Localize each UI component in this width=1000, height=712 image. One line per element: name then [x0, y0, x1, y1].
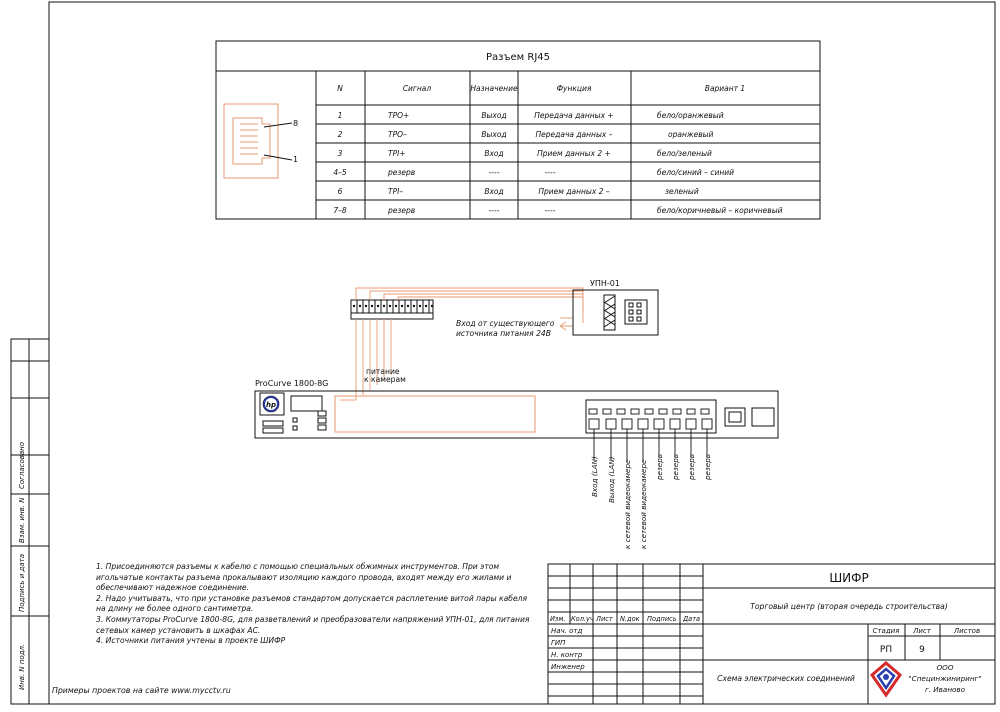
table-cell: бело/оранжевый: [657, 111, 724, 120]
hp-logo-text: hp: [266, 401, 276, 409]
table-header-purpose: Назначение: [470, 84, 518, 93]
tb-sheet: 9: [919, 645, 925, 655]
table-cell: Прием данных 2 –: [538, 187, 610, 196]
psu-input-label: источника питания 24В: [456, 329, 551, 338]
tb-col: Кол.уч: [571, 615, 594, 623]
tb-sheets-label: Листов: [953, 627, 981, 635]
table-cell: ----: [488, 206, 500, 215]
stamp-inv-orig: Инв. N подл.: [18, 643, 26, 690]
notes-block: [96, 562, 536, 647]
tb-sheet-title: Схема электрических соединений: [717, 674, 855, 683]
psu-input-label: Вход от существующего: [456, 319, 555, 328]
tb-role: Н. контр: [551, 651, 583, 659]
table-cell: Выход: [481, 111, 507, 120]
switch-ports: [589, 409, 712, 460]
table-header-variant: Вариант 1: [704, 84, 746, 93]
tb-col: N.док: [620, 615, 640, 623]
port-label: резерв: [671, 453, 680, 480]
tb-project: Торговый центр (вторая очередь строительства): [750, 602, 948, 611]
table-cell: 1: [337, 111, 343, 120]
tb-col: Подпись: [647, 615, 677, 623]
terminal-block: [351, 300, 433, 319]
tb-sheet-label: Лист: [913, 627, 931, 635]
port-label: к сетевой видеокамере: [623, 459, 632, 549]
port-label: Выход (LAN): [607, 456, 616, 503]
pin-1-label: 1: [293, 155, 299, 164]
table-cell: ----: [544, 168, 556, 177]
port-label: Вход (LAN): [590, 456, 599, 497]
port-label: резерв: [687, 453, 696, 480]
table-cell: бело/зеленый: [657, 149, 712, 158]
tb-code: ШИФР: [829, 571, 869, 585]
table-cell: 2: [337, 130, 343, 139]
tb-col: Лист: [596, 615, 613, 623]
footer-link[interactable]: Примеры проектов на сайте www.mycctv.ru: [52, 686, 231, 695]
rj45-title: Разъем RJ45: [485, 52, 551, 63]
table-cell: TPO–: [388, 130, 407, 139]
switch-label: ProCurve 1800-8G: [255, 379, 329, 388]
table-cell: Передача данных –: [535, 130, 613, 139]
tb-stage-label: Стадия: [872, 627, 900, 635]
note-item: 2. Надо учитывать, что при установке разъемов стандартом допускается расплетение витой пары кабеля на длину не более одного сантиметра.: [96, 593, 528, 614]
psu-label: УПН-01: [590, 279, 620, 288]
table-cell: 3: [337, 149, 343, 158]
tb-role: Нач. отд: [551, 627, 583, 635]
table-cell: резерв: [388, 206, 416, 215]
table-cell: Прием данных 2 +: [537, 149, 611, 158]
pin-8-label: 8: [293, 119, 299, 128]
port-label: резерв: [703, 453, 712, 480]
power-label: к камерам: [364, 375, 406, 384]
table-header-signal: Сигнал: [402, 84, 432, 93]
table-cell: 7–8: [333, 206, 347, 215]
tb-stage: РП: [879, 645, 893, 655]
table-cell: ----: [488, 168, 500, 177]
tb-role: ГИП: [551, 639, 566, 647]
table-cell: 6: [337, 187, 343, 196]
rj45-table: [216, 41, 820, 219]
note-item: 4. Источники питания учтены в проекте ШИФР: [96, 636, 286, 646]
table-cell: Вход: [484, 187, 504, 196]
tb-col: Дата: [683, 615, 701, 623]
power-module: [335, 396, 535, 432]
power-label: питание: [366, 367, 400, 376]
company-logo-icon: [872, 663, 900, 695]
table-cell: ----: [544, 206, 556, 215]
table-cell: бело/синий – синий: [657, 168, 734, 177]
table-cell: Выход: [481, 130, 507, 139]
tb-org: г. Иваново: [924, 685, 966, 694]
psu-upn01: [573, 290, 658, 335]
tb-org: "Специнжиниринг": [908, 674, 982, 683]
table-cell: TPO+: [388, 111, 410, 120]
note-item: 3. Коммутаторы ProCurve 1800-8G, для разветвлений и преобразователи напряжений УПН-01, для питания сетевых камер установить в шкафах АС.: [96, 614, 530, 635]
port-label: к сетевой видеокамере: [639, 459, 648, 549]
port-label: резерв: [655, 453, 664, 480]
switch-procurve: [255, 391, 778, 438]
table-cell: зеленый: [665, 187, 699, 196]
tb-col: Изм.: [550, 615, 566, 623]
table-header-function: Функция: [556, 84, 592, 93]
stamp-agreed: Согласовано: [18, 441, 26, 489]
table-cell: бело/коричневый – коричневый: [657, 206, 783, 215]
rj45-connector-icon: [224, 104, 292, 178]
table-cell: TPI–: [388, 187, 404, 196]
side-stamp: [11, 339, 49, 704]
note-item: 1. Присоединяются разъемы к кабелю с помощью специальных обжимных инструментов. При этом игольчатые контакты разъема прокалывают изоляцию каждого провода, входят между его жилами и обеспечивают надежное соединение.: [96, 562, 512, 593]
table-header-n: N: [337, 84, 343, 93]
stamp-sign-date: Подпись и дата: [18, 554, 26, 612]
table-cell: оранжевый: [668, 130, 714, 139]
tb-org: ООО: [936, 663, 954, 672]
tb-role: Инженер: [551, 663, 585, 671]
table-cell: Передача данных +: [534, 111, 614, 120]
stamp-replace-inv: Взам. инв. N: [18, 497, 26, 543]
table-cell: TPI+: [388, 149, 406, 158]
table-cell: Вход: [484, 149, 504, 158]
table-cell: резерв: [388, 168, 416, 177]
table-cell: 4–5: [333, 168, 347, 177]
